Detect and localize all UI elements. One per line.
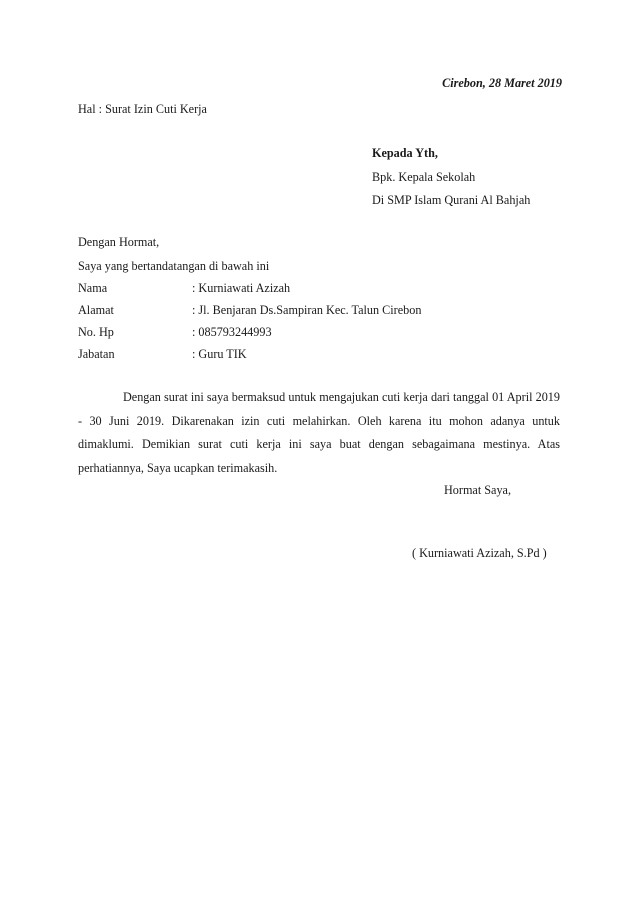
letter-body: Dengan surat ini saya bermaksud untuk mengajukan cuti kerja dari tanggal 01 April 2019 - 30 Juni 2019. Dikarenakan izin cuti melahirkan. Oleh karena itu mohon adanya untuk dimaklumi. Demikian surat cuti kerja ini saya buat dengan sebagaimana mestinya. Atas perhatiannya, Saya ucapkan terimakasih. — [78, 390, 560, 475]
recipient-line-1: Bpk. Kepala Sekolah — [372, 170, 476, 184]
field-value-alamat: : Jl. Benjaran Ds.Sampiran Kec. Talun Cirebon — [192, 303, 422, 317]
field-value-no-hp: : 085793244993 — [192, 325, 272, 339]
field-value-nama: : Kurniawati Azizah — [192, 281, 291, 295]
intro-line: Saya yang bertandatangan di bawah ini — [78, 259, 270, 273]
field-label-nama: Nama — [78, 281, 108, 295]
field-label-alamat: Alamat — [78, 303, 114, 317]
signature-name: ( Kurniawati Azizah, S.Pd ) — [412, 546, 547, 560]
place-date: Cirebon, 28 Maret 2019 — [442, 76, 562, 90]
recipient-line-2: Di SMP Islam Qurani Al Bahjah — [372, 193, 531, 207]
closing: Hormat Saya, — [444, 483, 512, 497]
field-value-jabatan: : Guru TIK — [192, 347, 247, 361]
field-label-no-hp: No. Hp — [78, 325, 114, 339]
letter-subject: Hal : Surat Izin Cuti Kerja — [78, 102, 207, 116]
field-label-jabatan: Jabatan — [78, 347, 115, 361]
recipient-salutation: Kepada Yth, — [372, 146, 438, 160]
greeting: Dengan Hormat, — [78, 235, 160, 249]
